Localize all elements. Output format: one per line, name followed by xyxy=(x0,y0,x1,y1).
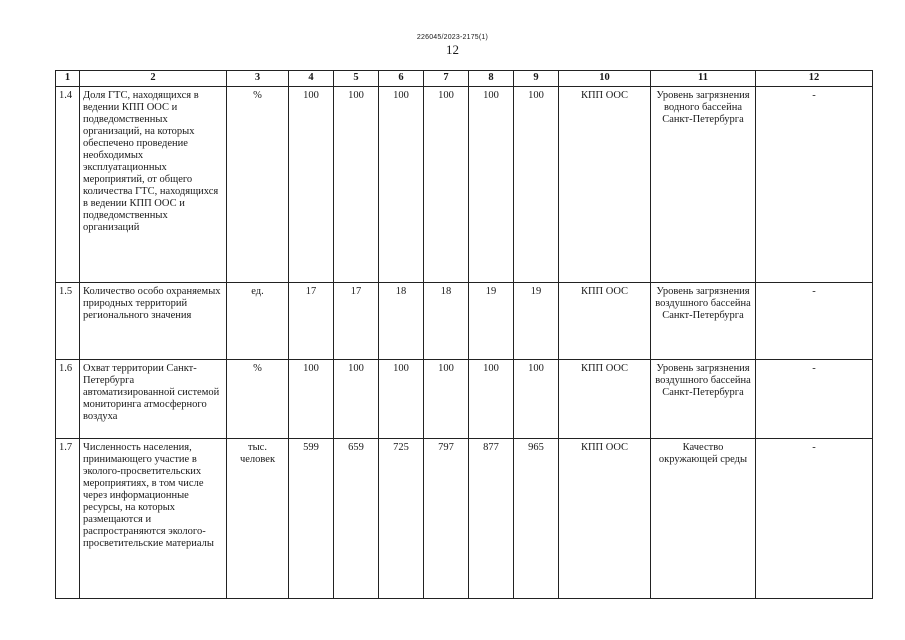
col-header-8: 8 xyxy=(469,71,514,87)
target-description: Уровень загрязнения водного бассейна Санкт-Петербурга xyxy=(651,87,756,283)
target-description: Качество окружающей среды xyxy=(651,439,756,599)
col-header-9: 9 xyxy=(514,71,559,87)
col-header-3: 3 xyxy=(227,71,289,87)
value-cell: 725 xyxy=(379,439,424,599)
indicators-table xyxy=(55,70,873,599)
page-number: 12 xyxy=(446,42,459,57)
responsible: КПП ООС xyxy=(559,283,651,360)
responsible: КПП ООС xyxy=(559,87,651,283)
value-cell: 17 xyxy=(334,283,379,360)
value-cell: 100 xyxy=(379,87,424,283)
table-row xyxy=(56,87,873,283)
value-cell: 965 xyxy=(514,439,559,599)
col-header-12: 12 xyxy=(756,71,873,87)
value-cell: 100 xyxy=(469,360,514,439)
indicator-name: Количество особо охраняемых природных территорий регионального значения xyxy=(80,283,227,360)
value-cell: 100 xyxy=(424,87,469,283)
table-row xyxy=(56,360,873,439)
value-cell: 797 xyxy=(424,439,469,599)
table-row xyxy=(56,439,873,599)
document-id: 226045/2023-2175(1) xyxy=(416,34,489,41)
unit: ед. xyxy=(227,283,289,360)
col-header-5: 5 xyxy=(334,71,379,87)
col-header-10: 10 xyxy=(559,71,651,87)
value-cell: 100 xyxy=(514,360,559,439)
value-cell: 100 xyxy=(289,87,334,283)
note: - xyxy=(756,360,873,439)
indicator-name: Доля ГТС, находящихся в ведении КПП ООС и подведомственных организаций, на которых обеспечено проведение необходимых эксплуатационных мероприятий, от общего количества ГТС, находящихся в ведении КПП ООС и подведомственных организаций xyxy=(80,87,227,283)
value-cell: 100 xyxy=(514,87,559,283)
responsible: КПП ООС xyxy=(559,439,651,599)
value-cell: 100 xyxy=(334,360,379,439)
value-cell: 18 xyxy=(379,283,424,360)
table-row xyxy=(56,283,873,360)
note: - xyxy=(756,283,873,360)
row-number: 1.5 xyxy=(56,283,80,360)
column-number-header-row xyxy=(56,71,873,87)
unit: % xyxy=(227,360,289,439)
indicator-name: Охват территории Санкт-Петербурга автоматизированной системой мониторинга атмосферного воздуха xyxy=(80,360,227,439)
value-cell: 599 xyxy=(289,439,334,599)
value-cell: 877 xyxy=(469,439,514,599)
value-cell: 19 xyxy=(469,283,514,360)
value-cell: 100 xyxy=(289,360,334,439)
target-description: Уровень загрязнения воздушного бассейна Санкт-Петербурга xyxy=(651,283,756,360)
col-header-7: 7 xyxy=(424,71,469,87)
responsible: КПП ООС xyxy=(559,360,651,439)
col-header-4: 4 xyxy=(289,71,334,87)
row-number: 1.4 xyxy=(56,87,80,283)
value-cell: 100 xyxy=(379,360,424,439)
indicator-name: Численность населения, принимающего участие в эколого-просветительских мероприятиях, в том числе через информационные ресурсы, на которых размещаются и распространяются эколого-просветительские материалы xyxy=(80,439,227,599)
value-cell: 100 xyxy=(424,360,469,439)
col-header-6: 6 xyxy=(379,71,424,87)
value-cell: 19 xyxy=(514,283,559,360)
value-cell: 17 xyxy=(289,283,334,360)
col-header-2: 2 xyxy=(80,71,227,87)
row-number: 1.7 xyxy=(56,439,80,599)
unit: % xyxy=(227,87,289,283)
value-cell: 659 xyxy=(334,439,379,599)
col-header-1: 1 xyxy=(56,71,80,87)
value-cell: 100 xyxy=(469,87,514,283)
col-header-11: 11 xyxy=(651,71,756,87)
value-cell: 18 xyxy=(424,283,469,360)
note: - xyxy=(756,87,873,283)
note: - xyxy=(756,439,873,599)
value-cell: 100 xyxy=(334,87,379,283)
row-number: 1.6 xyxy=(56,360,80,439)
target-description: Уровень загрязнения воздушного бассейна Санкт-Петербурга xyxy=(651,360,756,439)
unit: тыс. человек xyxy=(227,439,289,599)
